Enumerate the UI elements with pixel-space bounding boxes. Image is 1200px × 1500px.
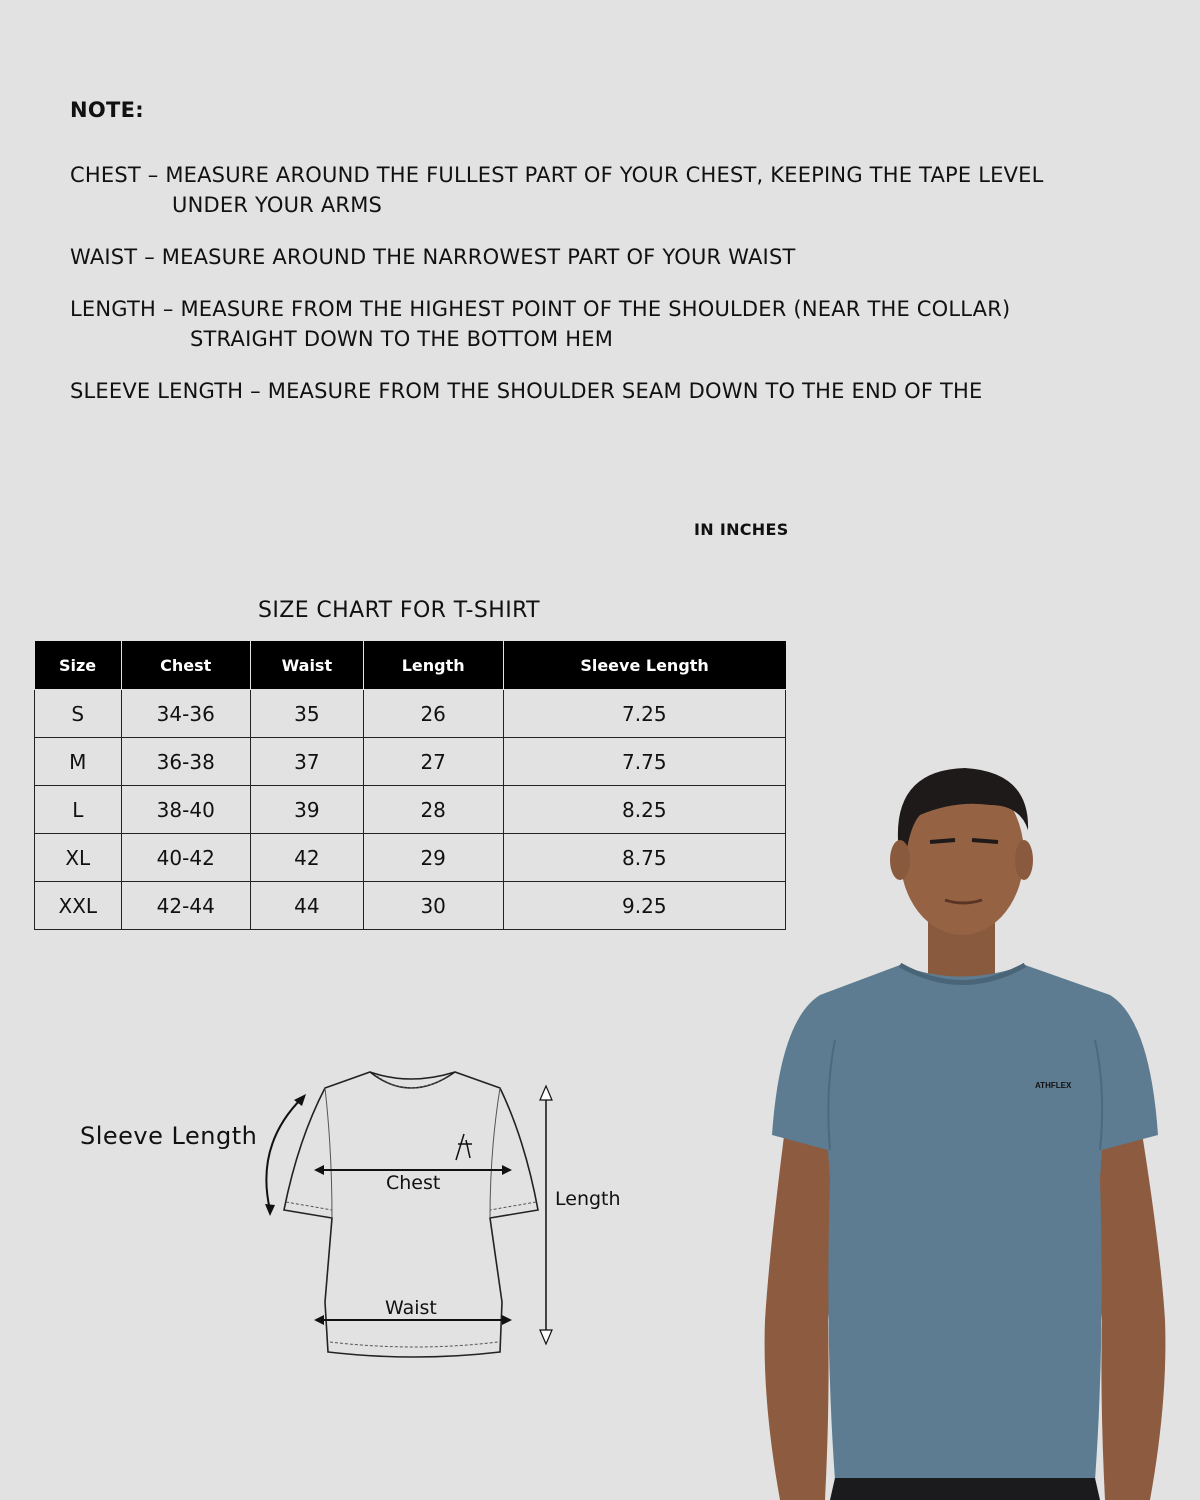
length-label: Length: [555, 1188, 621, 1210]
cell-chest: 38-40: [121, 786, 250, 834]
cell-waist: 35: [250, 690, 363, 738]
cell-sleeve-length: 8.75: [503, 834, 785, 882]
waist-label: Waist: [385, 1297, 437, 1319]
table-header-row: [35, 641, 786, 690]
cell-size: M: [35, 738, 122, 786]
waist-arrow-head-right: [502, 1315, 512, 1325]
note-chest-continuation: UNDER YOUR ARMS: [172, 193, 383, 217]
cell-length: 26: [363, 690, 503, 738]
units-label: IN INCHES: [694, 520, 789, 539]
note-waist-text: WAIST – MEASURE AROUND THE NARROWEST PART OF YOUR WAIST: [70, 245, 796, 269]
note-waist: [70, 242, 1180, 272]
model-left-arm: [765, 1090, 833, 1500]
note-sleeve-text: SLEEVE LENGTH – MEASURE FROM THE SHOULDER SEAM DOWN TO THE END OF THE: [70, 379, 983, 403]
header-waist: Waist: [250, 641, 363, 690]
cell-size: S: [35, 690, 122, 738]
measurement-notes: [70, 98, 1180, 428]
note-length-continuation: STRAIGHT DOWN TO THE BOTTOM HEM: [190, 327, 614, 351]
cell-size: L: [35, 786, 122, 834]
cell-length: 29: [363, 834, 503, 882]
note-chest-text: CHEST – MEASURE AROUND THE FULLEST PART OF YOUR CHEST, KEEPING THE TAPE LEVEL: [70, 163, 1044, 187]
note-length-text: LENGTH – MEASURE FROM THE HIGHEST POINT OF THE SHOULDER (NEAR THE COLLAR): [70, 297, 1011, 321]
cell-sleeve-length: 9.25: [503, 882, 785, 930]
header-length: Length: [363, 641, 503, 690]
header-chest: Chest: [121, 641, 250, 690]
model-ear-left: [890, 840, 910, 880]
length-arrow-head-top: [540, 1086, 552, 1100]
cell-sleeve-length: 7.25: [503, 690, 785, 738]
cell-length: 30: [363, 882, 503, 930]
cell-waist: 37: [250, 738, 363, 786]
table-row: [35, 834, 786, 882]
table-row: [35, 690, 786, 738]
table-row: [35, 786, 786, 834]
cell-sleeve-length: 7.75: [503, 738, 785, 786]
note-title: NOTE:: [70, 98, 144, 122]
cell-chest: 36-38: [121, 738, 250, 786]
table-row: [35, 738, 786, 786]
table-row: [35, 882, 786, 930]
cell-length: 27: [363, 738, 503, 786]
length-arrow-head-bottom: [540, 1330, 552, 1344]
cell-waist: 39: [250, 786, 363, 834]
size-table: [34, 641, 786, 930]
header-size: Size: [35, 641, 122, 690]
note-length: [70, 294, 1180, 354]
cell-chest: 40-42: [121, 834, 250, 882]
cell-length: 28: [363, 786, 503, 834]
note-chest: [70, 160, 1180, 220]
size-chart-title: SIZE CHART FOR T-SHIRT: [258, 598, 541, 623]
model-tshirt: [772, 965, 1158, 1480]
model-photo: [750, 760, 1180, 1500]
cell-chest: 34-36: [121, 690, 250, 738]
sleeve-arrow-head-bottom: [265, 1204, 275, 1216]
cell-chest: 42-44: [121, 882, 250, 930]
model-right-arm: [1098, 1090, 1166, 1500]
cell-waist: 44: [250, 882, 363, 930]
note-sleeve: [70, 376, 1180, 406]
model-ear-right: [1015, 840, 1033, 880]
sleeve-length-label: Sleeve Length: [80, 1122, 258, 1150]
chest-label: Chest: [386, 1172, 441, 1194]
cell-sleeve-length: 8.25: [503, 786, 785, 834]
waist-arrow-head-left: [314, 1315, 324, 1325]
cell-size: XL: [35, 834, 122, 882]
model-pants: [830, 1478, 1100, 1500]
model-brand-text: ATHFLEX: [1035, 1081, 1072, 1090]
cell-waist: 42: [250, 834, 363, 882]
cell-size: XXL: [35, 882, 122, 930]
tshirt-diagram: [70, 1060, 630, 1370]
header-sleeve-length: Sleeve Length: [503, 641, 785, 690]
